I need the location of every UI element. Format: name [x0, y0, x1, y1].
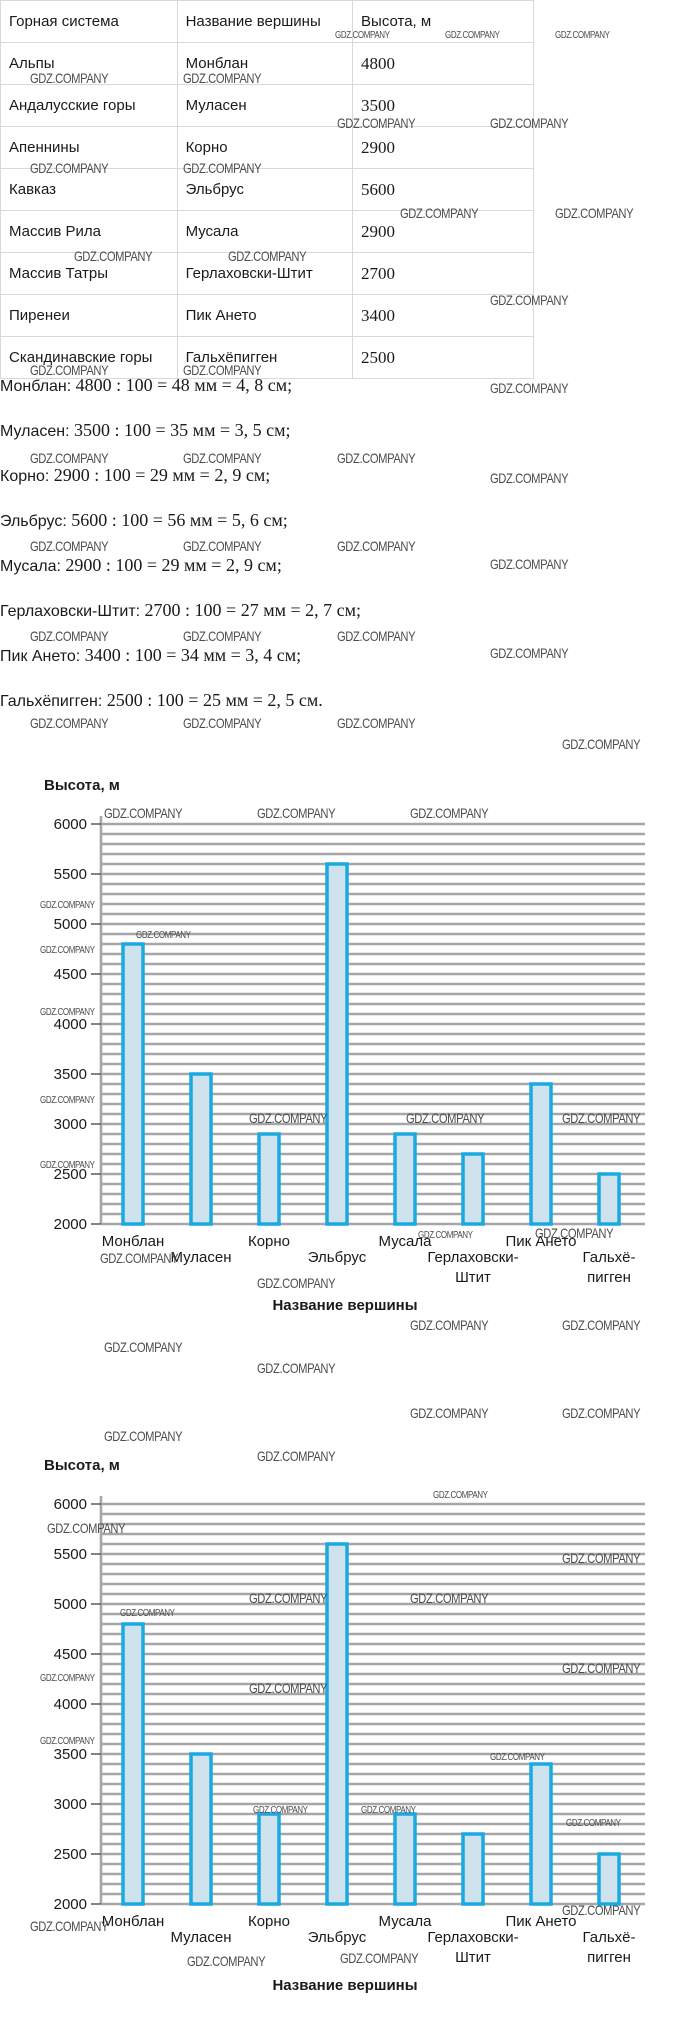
- range-cell: Пиренеи: [1, 295, 178, 337]
- x-tick-label-line: Корно: [247, 1233, 291, 1250]
- bar-6: [463, 1834, 483, 1904]
- watermark-text: GDZ.COMPANY: [40, 1736, 95, 1747]
- calc-math: 2900 : 100 = 29 мм = 2, 9 см;: [53, 465, 271, 485]
- table-row: [1, 295, 534, 337]
- y-tick-label: 2500: [53, 1166, 87, 1183]
- calc-math: 2900 : 100 = 29 мм = 2, 9 см;: [65, 555, 282, 575]
- calc-line: [0, 420, 291, 441]
- x-tick-label-line: пигген: [587, 1949, 631, 1966]
- range-cell: Скандинавские горы: [1, 337, 178, 379]
- x-tick-label: [102, 1233, 165, 1250]
- header-cell: Высота, м: [353, 1, 534, 43]
- watermark-text: GDZ.COMPANY: [40, 1095, 95, 1106]
- calc-math: 2500 : 100 = 25 мм = 2, 5 см.: [106, 690, 323, 710]
- x-tick-label-line: Мусала: [378, 1233, 432, 1250]
- x-tick-label-line: Гальхё-: [582, 1249, 636, 1266]
- watermark-text: GDZ.COMPANY: [418, 1230, 473, 1241]
- bar-chart-1-svg: [0, 772, 680, 1332]
- y-axis-title: Высота, м: [44, 777, 120, 794]
- watermark-text: GDZ.COMPANY: [562, 1660, 641, 1676]
- watermark-text: GDZ.COMPANY: [562, 1405, 641, 1421]
- watermark-text: GDZ.COMPANY: [555, 30, 610, 41]
- calc-line: [0, 375, 292, 396]
- bar-6: [463, 1154, 483, 1224]
- y-tick-label: 5500: [53, 1546, 87, 1563]
- bar-1: [123, 1624, 143, 1904]
- watermark-text: GDZ.COMPANY: [30, 1918, 109, 1934]
- watermark-text: GDZ.COMPANY: [187, 1953, 266, 1969]
- calc-peak: Пик Ането:: [0, 648, 81, 665]
- x-tick-label: [427, 1249, 518, 1286]
- calc-math: 4800 : 100 = 48 мм = 4, 8 см;: [75, 375, 293, 395]
- watermark-text: GDZ.COMPANY: [337, 115, 416, 131]
- y-tick-label: 4500: [53, 1646, 87, 1663]
- y-tick-label: 5000: [53, 1596, 87, 1613]
- range-cell: Андалусские горы: [1, 85, 178, 127]
- watermark-text: GDZ.COMPANY: [562, 1550, 641, 1566]
- peak-cell: Эльбрус: [177, 169, 352, 211]
- watermark-text: GDZ.COMPANY: [183, 160, 262, 176]
- table-row: [1, 337, 534, 379]
- calc-peak: Герлаховски-Штит:: [0, 603, 141, 620]
- watermark-text: GDZ.COMPANY: [562, 736, 641, 752]
- x-tick-label: [582, 1249, 635, 1286]
- bar-chart-2-svg: [0, 1452, 680, 2012]
- calc-peak: Гальхёпигген:: [0, 693, 103, 710]
- height-cell: 2900: [353, 211, 534, 253]
- y-tick-label: 2000: [53, 1216, 87, 1233]
- y-tick-label: 3500: [53, 1746, 87, 1763]
- table-row: [1, 169, 534, 211]
- x-tick-label: [102, 1913, 165, 1930]
- x-tick-label-line: Штит: [455, 1269, 491, 1286]
- watermark-text: GDZ.COMPANY: [30, 628, 109, 644]
- bar-2: [191, 1754, 211, 1904]
- x-tick-label: [505, 1233, 576, 1250]
- x-tick-label: [308, 1929, 367, 1946]
- watermark-text: GDZ.COMPANY: [257, 1360, 336, 1376]
- bar-1: [123, 944, 143, 1224]
- calc-line: [0, 465, 270, 486]
- table-row: [1, 85, 534, 127]
- watermark-text: GDZ.COMPANY: [490, 556, 569, 572]
- watermark-text: GDZ.COMPANY: [183, 450, 262, 466]
- bar-8: [599, 1174, 619, 1224]
- watermark-text: GDZ.COMPANY: [104, 1339, 183, 1355]
- watermark-text: GDZ.COMPANY: [183, 628, 262, 644]
- watermark-text: GDZ.COMPANY: [40, 900, 95, 911]
- watermark-text: GDZ.COMPANY: [433, 1490, 488, 1501]
- watermark-text: GDZ.COMPANY: [104, 805, 183, 821]
- calc-peak: Монблан:: [0, 378, 72, 395]
- heights-table: [0, 0, 534, 379]
- calc-line: [0, 555, 282, 576]
- x-tick-label-line: Мусала: [378, 1913, 432, 1930]
- peak-cell: Корно: [177, 127, 352, 169]
- watermark-text: GDZ.COMPANY: [335, 30, 390, 41]
- watermark-text: GDZ.COMPANY: [30, 538, 109, 554]
- x-tick-label: [505, 1913, 576, 1930]
- range-cell: Кавказ: [1, 169, 178, 211]
- x-tick-label-line: Эльбрус: [307, 1929, 367, 1946]
- x-tick-label: [427, 1929, 518, 1966]
- calc-math: 3400 : 100 = 34 мм = 3, 4 см;: [84, 645, 302, 665]
- y-axis-title: Высота, м: [44, 1457, 120, 1474]
- calc-line: [0, 510, 288, 531]
- table-row: [1, 43, 534, 85]
- bar-7: [531, 1084, 551, 1224]
- header-cell: Название вершины: [177, 1, 352, 43]
- watermark-text: GDZ.COMPANY: [410, 805, 489, 821]
- watermark-text: GDZ.COMPANY: [490, 470, 569, 486]
- watermark-text: GDZ.COMPANY: [400, 205, 479, 221]
- x-tick-label-line: Муласен: [170, 1249, 232, 1266]
- x-tick-label-line: Герлаховски-: [427, 1249, 519, 1266]
- calc-line: [0, 645, 301, 666]
- watermark-text: GDZ.COMPANY: [183, 70, 262, 86]
- watermark-text: GDZ.COMPANY: [183, 362, 262, 378]
- x-tick-label: [248, 1913, 290, 1930]
- watermark-text: GDZ.COMPANY: [47, 1520, 126, 1536]
- y-tick-label: 3000: [53, 1796, 87, 1813]
- bar-3: [259, 1814, 279, 1904]
- watermark-text: GDZ.COMPANY: [100, 1250, 179, 1266]
- range-cell: Альпы: [1, 43, 178, 85]
- x-tick-label: [379, 1233, 433, 1250]
- y-tick-label: 4000: [53, 1696, 87, 1713]
- peak-cell: Мусала: [177, 211, 352, 253]
- watermark-text: GDZ.COMPANY: [490, 292, 569, 308]
- watermark-text: GDZ.COMPANY: [410, 1405, 489, 1421]
- calc-math: 3500 : 100 = 35 мм = 3, 5 см;: [74, 420, 291, 440]
- watermark-text: GDZ.COMPANY: [257, 1275, 336, 1291]
- table-header-row: [1, 1, 534, 43]
- watermark-text: GDZ.COMPANY: [30, 160, 109, 176]
- watermark-text: GDZ.COMPANY: [337, 450, 416, 466]
- height-cell: 3500: [353, 85, 534, 127]
- x-tick-label-line: пигген: [587, 1269, 631, 1286]
- watermark-text: GDZ.COMPANY: [228, 248, 307, 264]
- range-cell: Массив Рила: [1, 211, 178, 253]
- x-tick-label-line: Пик Ането: [505, 1233, 577, 1250]
- height-cell: 4800: [353, 43, 534, 85]
- y-tick-label: 6000: [53, 816, 87, 833]
- watermark-text: GDZ.COMPANY: [257, 1448, 336, 1464]
- watermark-text: GDZ.COMPANY: [30, 450, 109, 466]
- y-tick-label: 5500: [53, 866, 87, 883]
- watermark-text: GDZ.COMPANY: [490, 645, 569, 661]
- bar-8: [599, 1854, 619, 1904]
- range-cell: Массив Татры: [1, 253, 178, 295]
- x-tick-label-line: Корно: [247, 1913, 291, 1930]
- height-cell: 3400: [353, 295, 534, 337]
- watermark-text: GDZ.COMPANY: [30, 70, 109, 86]
- table-row: [1, 253, 534, 295]
- calc-line: [0, 600, 361, 621]
- x-tick-label-line: Эльбрус: [307, 1249, 367, 1266]
- calc-peak: Корно:: [0, 468, 50, 485]
- watermark-text: GDZ.COMPANY: [253, 1805, 308, 1816]
- bar-5: [395, 1134, 415, 1224]
- bar-4: [327, 864, 347, 1224]
- y-tick-label: 2000: [53, 1896, 87, 1913]
- x-tick-label: [379, 1913, 433, 1930]
- bar-3: [259, 1134, 279, 1224]
- peak-cell: Герлаховски-Штит: [177, 253, 352, 295]
- watermark-text: GDZ.COMPANY: [445, 30, 500, 41]
- x-tick-label-line: Штит: [455, 1949, 491, 1966]
- x-tick-label-line: Монблан: [101, 1913, 165, 1930]
- range-cell: Апеннины: [1, 127, 178, 169]
- watermark-text: GDZ.COMPANY: [40, 945, 95, 956]
- calc-line: [0, 690, 323, 711]
- x-tick-label-line: Гальхё-: [582, 1929, 636, 1946]
- watermark-text: GDZ.COMPANY: [555, 205, 634, 221]
- x-tick-label-line: Пик Ането: [505, 1913, 577, 1930]
- watermark-text: GDZ.COMPANY: [120, 1608, 175, 1619]
- x-tick-label: [170, 1929, 231, 1946]
- table-row: [1, 127, 534, 169]
- watermark-text: GDZ.COMPANY: [40, 1007, 95, 1018]
- watermark-text: GDZ.COMPANY: [30, 715, 109, 731]
- y-tick-label: 4500: [53, 966, 87, 983]
- x-tick-label: [308, 1249, 367, 1266]
- y-tick-label: 6000: [53, 1496, 87, 1513]
- calc-peak: Мусала:: [0, 558, 61, 575]
- watermark-text: GDZ.COMPANY: [136, 930, 191, 941]
- peak-cell: Муласен: [177, 85, 352, 127]
- x-tick-label-line: Герлаховски-: [427, 1929, 519, 1946]
- y-tick-label: 5000: [53, 916, 87, 933]
- watermark-text: GDZ.COMPANY: [337, 538, 416, 554]
- watermark-text: GDZ.COMPANY: [30, 362, 109, 378]
- table-row: [1, 211, 534, 253]
- watermark-text: GDZ.COMPANY: [74, 248, 153, 264]
- watermark-text: GDZ.COMPANY: [104, 1428, 183, 1444]
- x-tick-label-line: Муласен: [170, 1929, 232, 1946]
- watermark-text: GDZ.COMPANY: [361, 1805, 416, 1816]
- watermark-text: GDZ.COMPANY: [337, 628, 416, 644]
- peak-cell: Пик Ането: [177, 295, 352, 337]
- watermark-text: GDZ.COMPANY: [257, 805, 336, 821]
- watermark-text: GDZ.COMPANY: [562, 1317, 641, 1333]
- watermark-text: GDZ.COMPANY: [249, 1110, 328, 1126]
- watermark-text: GDZ.COMPANY: [249, 1590, 328, 1606]
- watermark-text: GDZ.COMPANY: [249, 1680, 328, 1696]
- watermark-text: GDZ.COMPANY: [566, 1818, 621, 1829]
- height-cell: 2500: [353, 337, 534, 379]
- bar-2: [191, 1074, 211, 1224]
- bar-5: [395, 1814, 415, 1904]
- peak-cell: Гальхёпигген: [177, 337, 352, 379]
- x-tick-label: [248, 1233, 290, 1250]
- bar-chart-1: [0, 772, 680, 1332]
- calc-peak: Эльбрус:: [0, 513, 67, 530]
- y-tick-label: 3500: [53, 1066, 87, 1083]
- bar-7: [531, 1764, 551, 1904]
- peak-cell: Монблан: [177, 43, 352, 85]
- watermark-text: GDZ.COMPANY: [40, 1673, 95, 1684]
- watermark-text: GDZ.COMPANY: [183, 715, 262, 731]
- x-tick-label: [582, 1929, 635, 1966]
- calc-math: 2700 : 100 = 27 мм = 2, 7 см;: [144, 600, 362, 620]
- height-cell: 2900: [353, 127, 534, 169]
- height-cell: 5600: [353, 169, 534, 211]
- calc-peak: Муласен:: [0, 423, 70, 440]
- calc-math: 5600 : 100 = 56 мм = 5, 6 см;: [71, 510, 288, 530]
- x-axis-title: Название вершины: [272, 1297, 418, 1314]
- watermark-text: GDZ.COMPANY: [406, 1110, 485, 1126]
- y-tick-label: 4000: [53, 1016, 87, 1033]
- bar-chart-2: [0, 1452, 680, 2012]
- x-tick-label-line: Монблан: [101, 1233, 165, 1250]
- x-axis-title: Название вершины: [272, 1977, 418, 1994]
- watermark-text: GDZ.COMPANY: [183, 538, 262, 554]
- watermark-text: GDZ.COMPANY: [490, 380, 569, 396]
- watermark-text: GDZ.COMPANY: [410, 1590, 489, 1606]
- watermark-text: GDZ.COMPANY: [337, 715, 416, 731]
- watermark-text: GDZ.COMPANY: [490, 115, 569, 131]
- y-tick-label: 2500: [53, 1846, 87, 1863]
- header-cell: Горная система: [1, 1, 178, 43]
- watermark-text: GDZ.COMPANY: [410, 1317, 489, 1333]
- watermark-text: GDZ.COMPANY: [40, 1160, 95, 1171]
- bar-4: [327, 1544, 347, 1904]
- x-tick-label: [170, 1249, 231, 1266]
- watermark-text: GDZ.COMPANY: [535, 1225, 614, 1241]
- height-cell: 2700: [353, 253, 534, 295]
- watermark-text: GDZ.COMPANY: [340, 1950, 419, 1966]
- y-tick-label: 3000: [53, 1116, 87, 1133]
- watermark-text: GDZ.COMPANY: [562, 1902, 641, 1918]
- watermark-text: GDZ.COMPANY: [490, 1752, 545, 1763]
- watermark-text: GDZ.COMPANY: [562, 1110, 641, 1126]
